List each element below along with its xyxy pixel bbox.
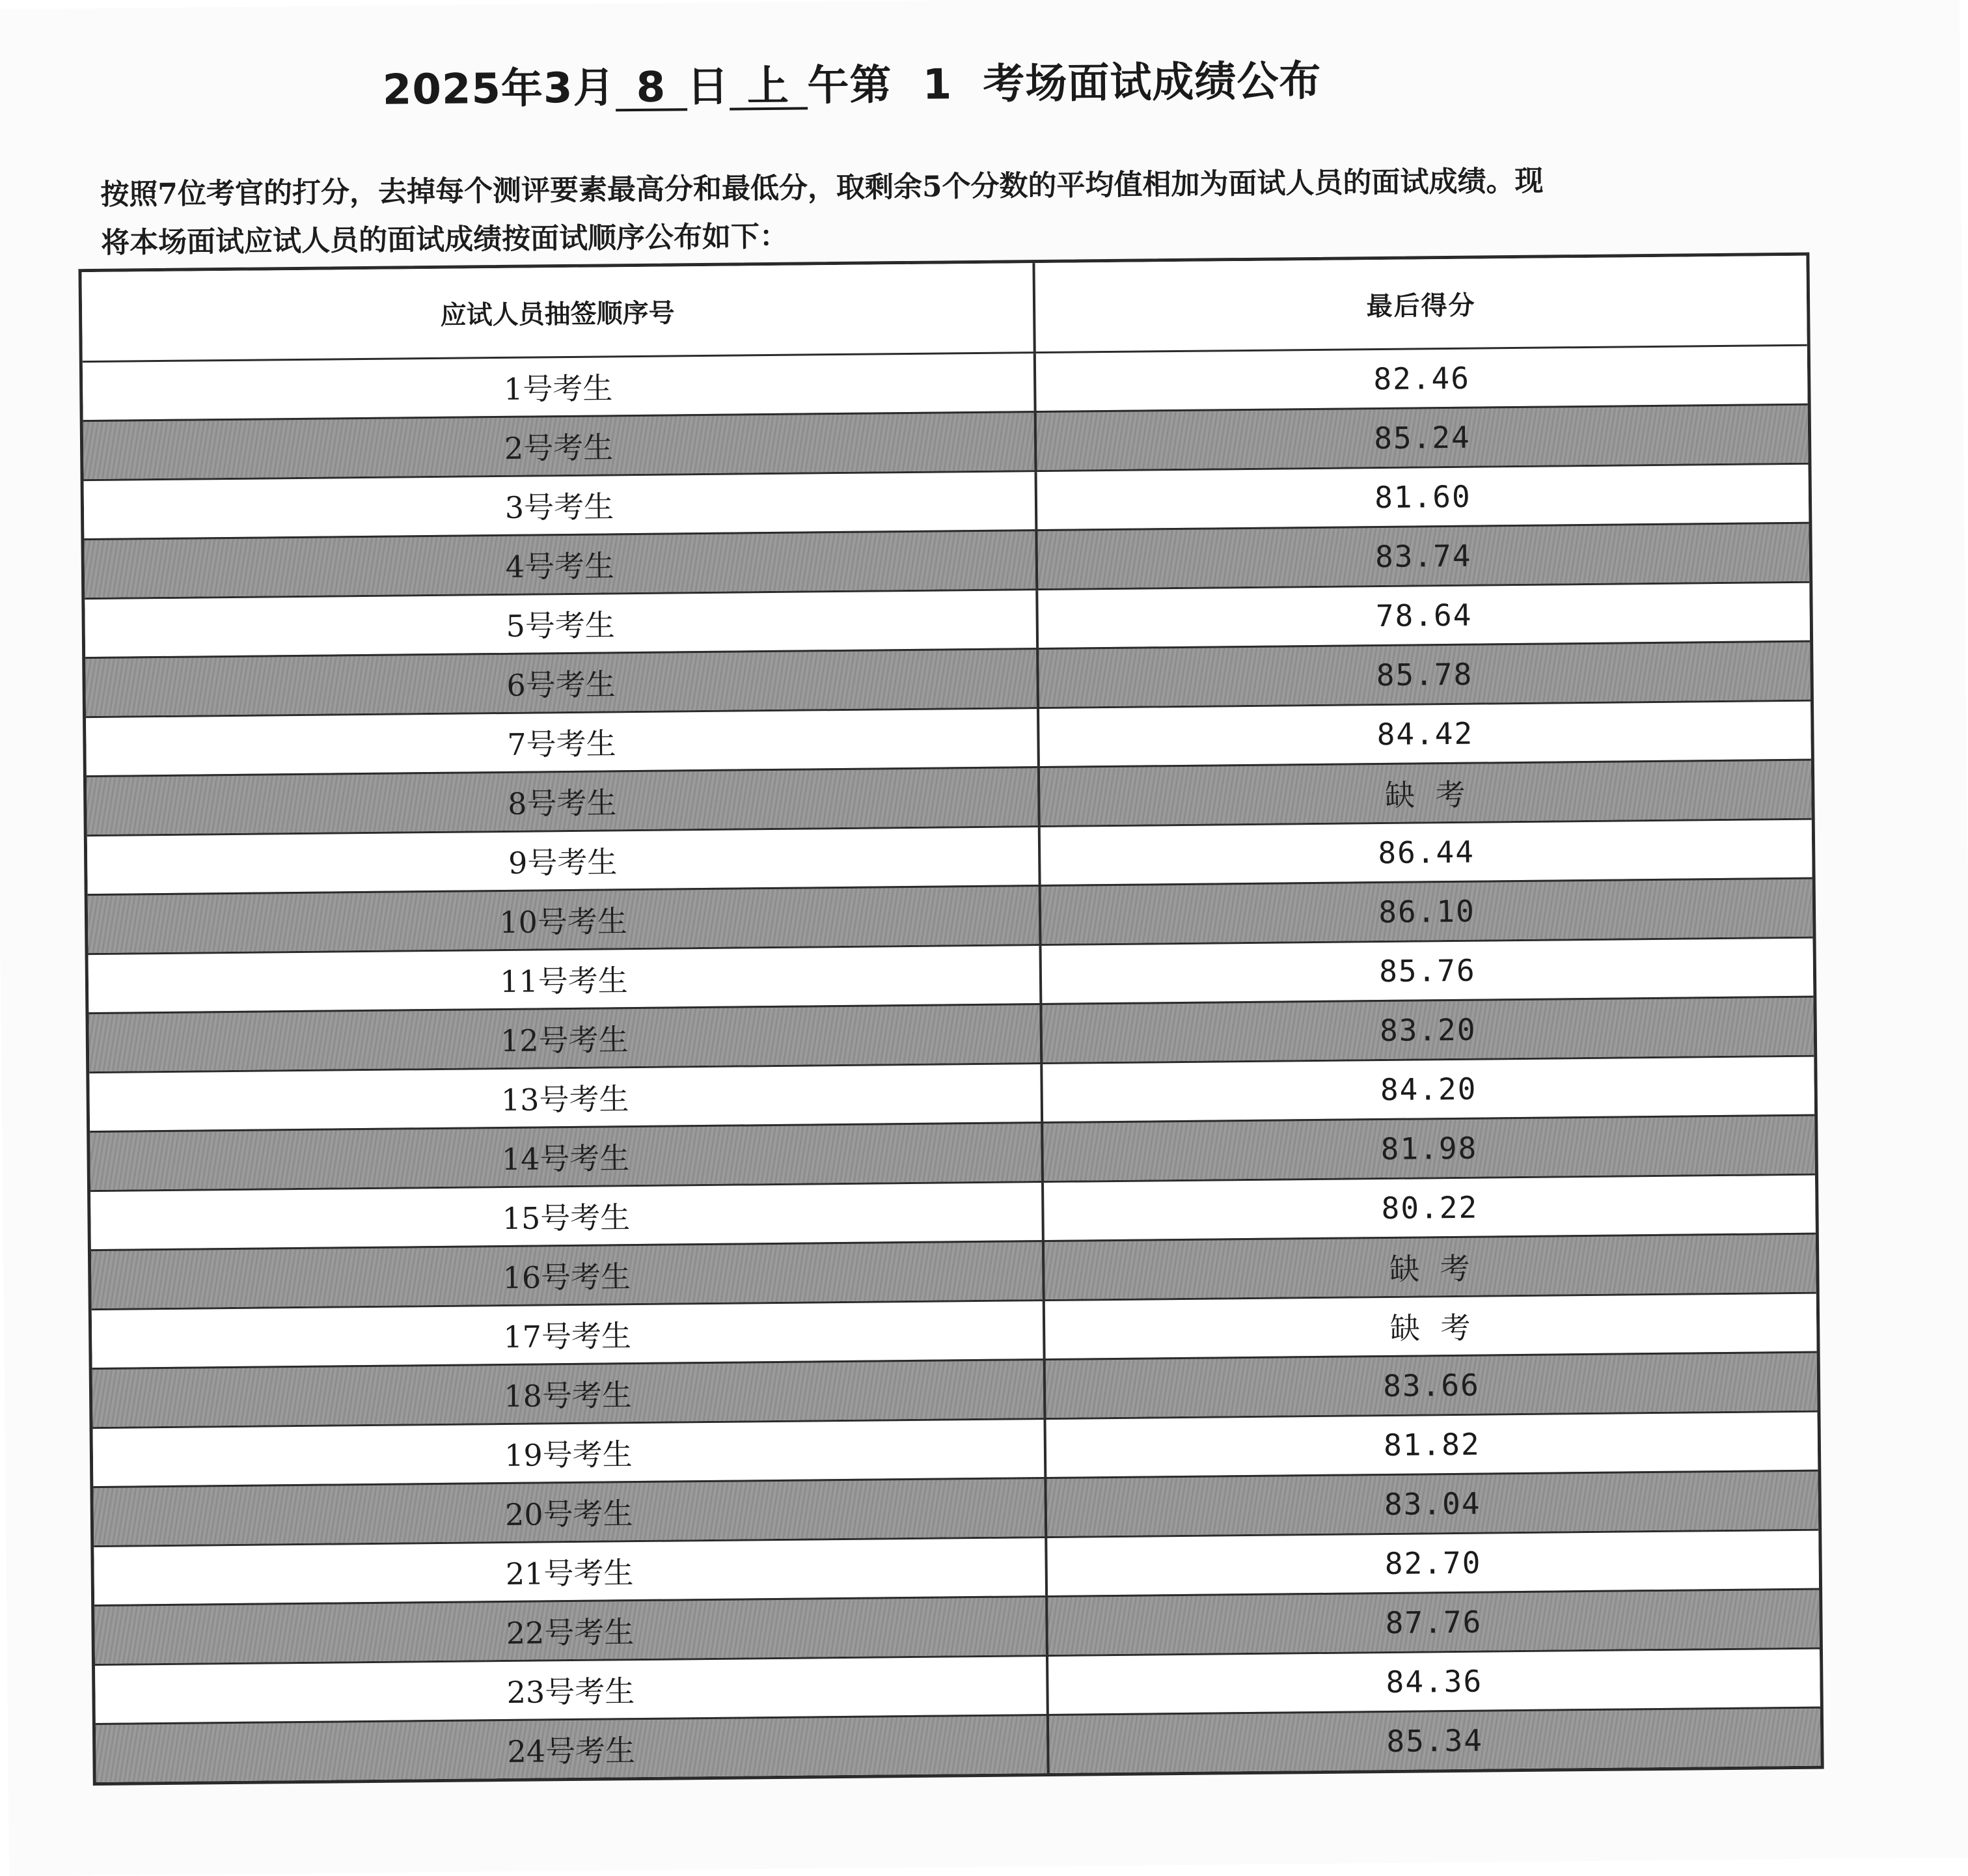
final-score-cell: [1038, 583, 1810, 648]
candidate-id-cell: [86, 709, 1040, 775]
candidate-id-cell: [92, 1360, 1046, 1427]
title-day: 8: [615, 66, 687, 111]
final-score: 84.20: [1380, 1071, 1477, 1108]
candidate-id: 11号考生: [499, 963, 629, 1000]
final-score-cell: [1045, 1294, 1817, 1359]
final-score-cell: [1041, 820, 1812, 885]
candidate-id-cell: [84, 472, 1038, 538]
title-suffix-1: 午第: [807, 61, 892, 111]
candidate-id: 20号考生: [504, 1496, 633, 1532]
final-score: 缺 考: [1389, 1310, 1472, 1346]
final-score: 83.66: [1383, 1367, 1481, 1404]
final-score-cell: [1046, 1353, 1818, 1418]
table-body: [83, 344, 1821, 1782]
candidate-id: 23号考生: [506, 1674, 635, 1710]
final-score-cell: [1036, 346, 1808, 411]
intro-line-2: 将本场面试应试人员的面试成绩按面试顺序公布如下：: [100, 219, 789, 260]
candidate-id: 18号考生: [504, 1377, 633, 1414]
final-score-cell: [1046, 1472, 1818, 1536]
candidate-id: 13号考生: [500, 1081, 629, 1118]
final-score-cell: [1047, 1531, 1819, 1595]
candidate-id: 4号考生: [505, 548, 615, 585]
final-score-cell: [1040, 761, 1812, 825]
candidate-id: 1号考生: [503, 370, 613, 407]
candidate-id-cell: [93, 1479, 1047, 1545]
final-score: 83.04: [1384, 1485, 1481, 1523]
final-score-cell: [1043, 1116, 1815, 1181]
candidate-id: 7号考生: [507, 726, 616, 762]
final-score-cell: [1043, 1057, 1814, 1122]
candidate-id-cell: [89, 946, 1043, 1012]
candidate-id: 8号考生: [507, 785, 617, 821]
candidate-id-cell: [92, 1301, 1046, 1368]
final-score: 84.36: [1386, 1663, 1483, 1700]
final-score-cell: [1042, 998, 1814, 1062]
candidate-id: 17号考生: [503, 1318, 632, 1355]
candidate-id-cell: [95, 1657, 1049, 1723]
final-score: 83.74: [1374, 538, 1472, 575]
final-score: 85.34: [1386, 1722, 1484, 1759]
candidate-id: 5号考生: [506, 607, 616, 644]
final-score: 81.82: [1383, 1426, 1481, 1463]
final-score: 缺 考: [1384, 777, 1467, 813]
final-score-cell: [1045, 1235, 1816, 1299]
candidate-id-cell: [87, 768, 1041, 835]
candidate-id: 3号考生: [504, 489, 614, 525]
final-score-cell: [1039, 702, 1811, 766]
final-score: 85.76: [1378, 952, 1476, 989]
candidate-id-cell: [96, 1716, 1050, 1782]
candidate-id-cell: [83, 353, 1037, 420]
final-score: 85.24: [1374, 419, 1471, 456]
candidate-id-cell: [90, 1124, 1044, 1190]
candidate-id-cell: [94, 1597, 1048, 1664]
final-score: 82.70: [1384, 1545, 1482, 1582]
title-suffix-2: 考场面试成绩公布: [983, 57, 1322, 109]
candidate-id-cell: [85, 590, 1039, 657]
candidate-id-cell: [87, 827, 1041, 894]
candidate-id: 9号考生: [508, 844, 618, 881]
final-score: 87.76: [1385, 1604, 1483, 1641]
candidate-id-cell: [83, 413, 1037, 479]
candidate-id: 10号考生: [499, 904, 628, 941]
candidate-id-cell: [91, 1242, 1045, 1308]
header-final-score: 最后得分: [1366, 290, 1476, 322]
candidate-id-cell: [90, 1183, 1045, 1249]
candidate-id: 15号考生: [502, 1200, 631, 1237]
table-header-row: [82, 256, 1807, 361]
title-year-month: 2025年3月: [382, 64, 616, 115]
final-score-cell: [1046, 1413, 1818, 1477]
candidate-id-cell: [89, 1005, 1043, 1071]
header-candidate-order: 应试人员抽签顺序号: [82, 263, 1036, 361]
final-score-cell: [1049, 1709, 1821, 1773]
final-score: 85.78: [1376, 656, 1473, 693]
candidate-id: 6号考生: [506, 667, 616, 703]
final-score-cell: [1041, 879, 1813, 944]
title-day-suffix: 日: [687, 62, 730, 112]
final-score: 80.22: [1381, 1189, 1479, 1226]
final-score-cell: [1044, 1176, 1816, 1240]
candidate-id-cell: [89, 1064, 1043, 1131]
final-score: 缺 考: [1389, 1250, 1471, 1287]
intro-paragraph: [100, 155, 1806, 268]
final-score-cell: [1037, 465, 1809, 529]
candidate-id: 16号考生: [502, 1259, 631, 1296]
final-score: 81.98: [1380, 1130, 1478, 1167]
candidate-id-cell: [84, 531, 1038, 598]
candidate-id: 19号考生: [504, 1437, 633, 1473]
intro-line-1: 按照7位考官的打分，去掉每个测评要素最高分和最低分，取剩余5个分数的平均值相加为面试人员的面试成绩。现: [100, 164, 1544, 212]
candidate-id-cell: [94, 1538, 1048, 1605]
final-score: 84.42: [1376, 715, 1474, 752]
title-half-day: 上: [729, 65, 808, 110]
final-score: 83.20: [1379, 1012, 1477, 1049]
final-score-cell: [1048, 1649, 1820, 1714]
final-score: 82.46: [1373, 360, 1471, 397]
candidate-id: 24号考生: [507, 1733, 636, 1769]
candidate-id: 22号考生: [506, 1614, 635, 1651]
final-score: 78.64: [1375, 597, 1473, 634]
final-score: 86.44: [1378, 834, 1475, 871]
final-score-cell: [1042, 939, 1814, 1003]
title-room-number: 1: [922, 61, 953, 109]
final-score-cell: [1037, 524, 1809, 588]
page-title: [382, 44, 1619, 116]
final-score-cell: [1048, 1590, 1820, 1655]
final-score-cell: [1039, 642, 1811, 707]
candidate-id-cell: [88, 887, 1042, 953]
final-score: 86.10: [1378, 893, 1476, 930]
candidate-id-cell: [85, 650, 1039, 716]
final-score: 81.60: [1374, 478, 1471, 516]
candidate-id: 21号考生: [505, 1555, 634, 1592]
candidate-id: 12号考生: [500, 1022, 629, 1059]
candidate-id-cell: [93, 1420, 1047, 1486]
candidate-id: 14号考生: [501, 1140, 630, 1178]
score-table: [78, 253, 1824, 1786]
candidate-id: 2号考生: [504, 430, 614, 466]
final-score-cell: [1037, 406, 1809, 470]
